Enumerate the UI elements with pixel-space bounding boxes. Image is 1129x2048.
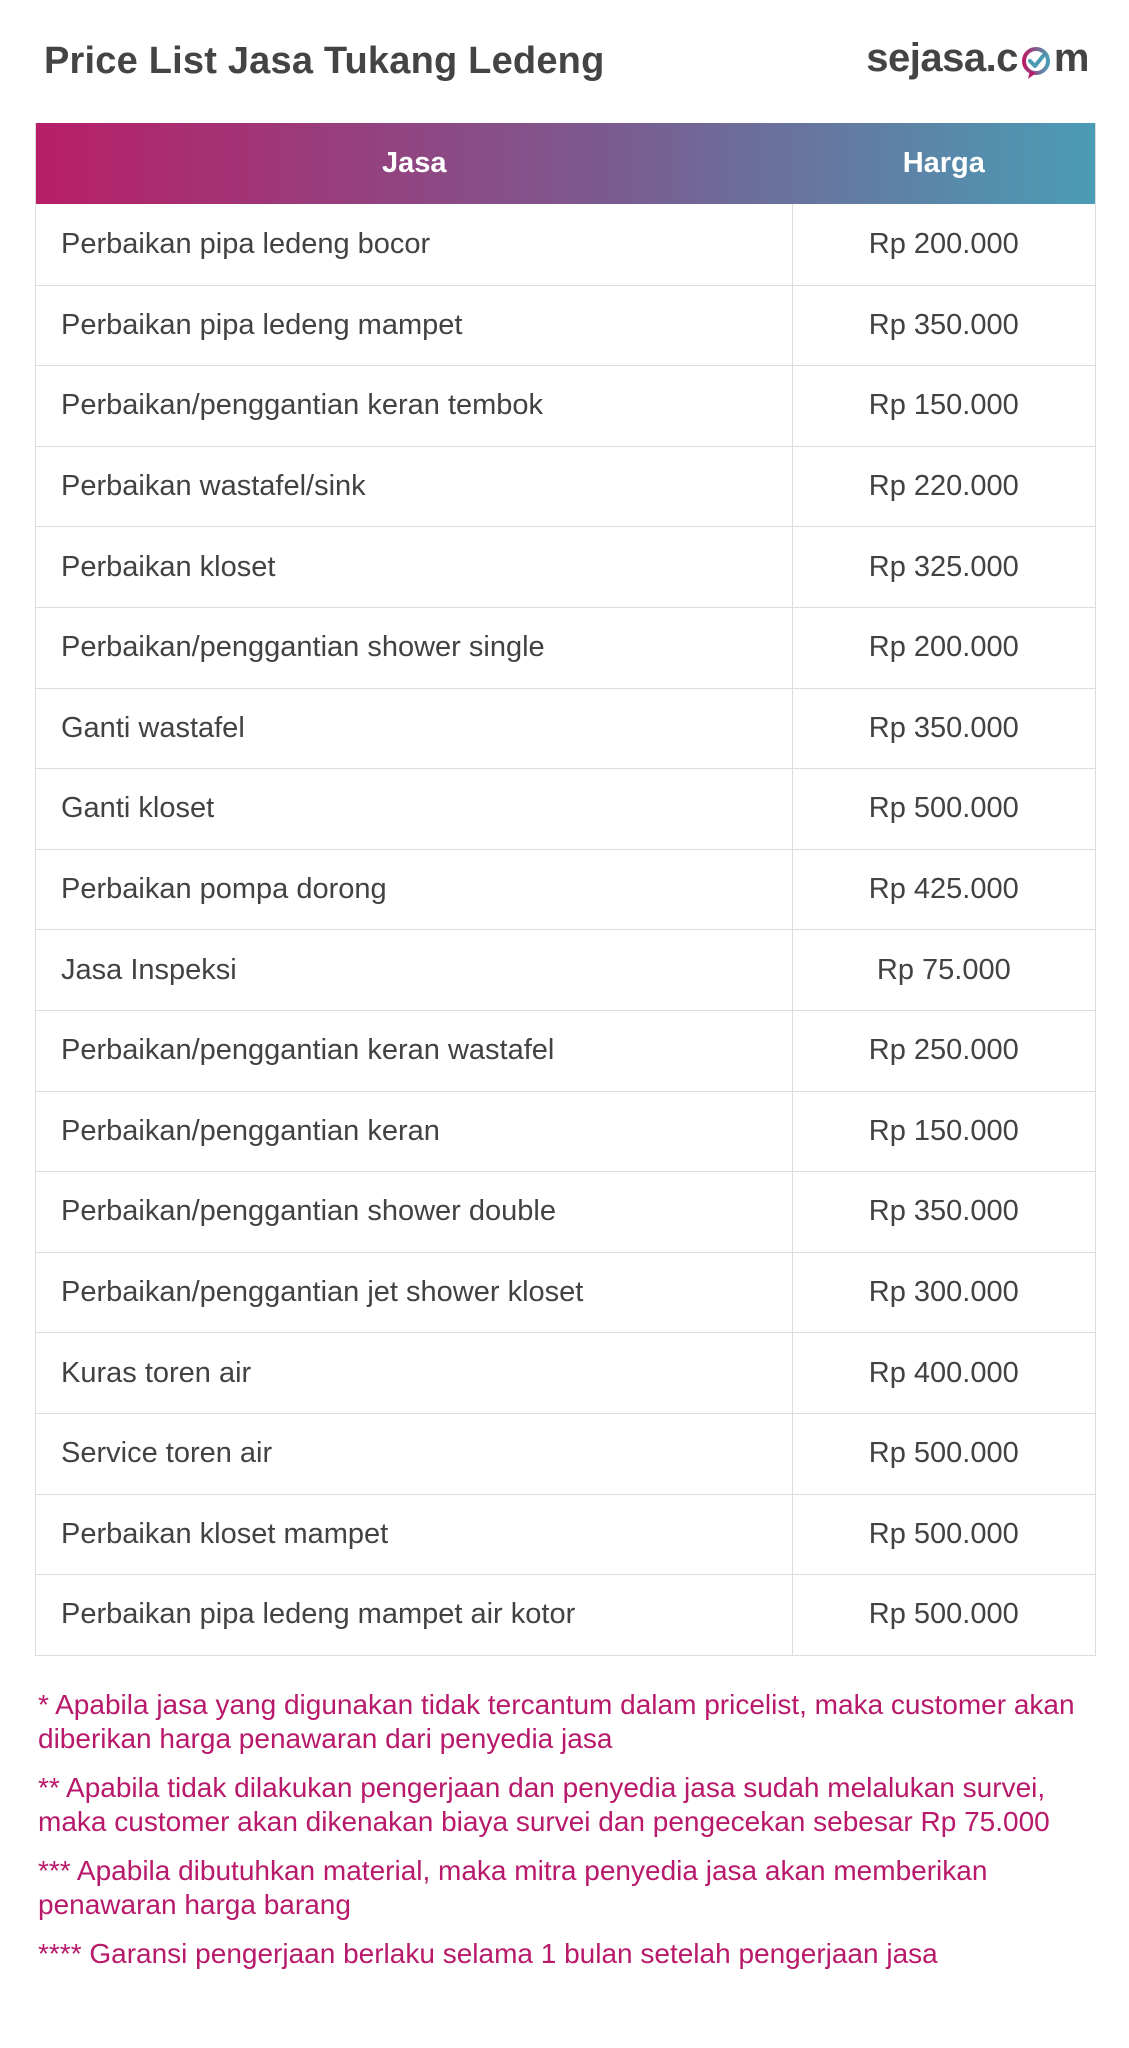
table-row <box>36 526 1095 607</box>
table-row <box>36 849 1095 930</box>
table-row <box>36 285 1095 366</box>
table-row <box>36 688 1095 769</box>
footnote-4: **** Garansi pengerjaan berlaku selama 1 bulan setelah pengerjaan jasa <box>38 1938 938 1969</box>
price-cell: Rp 200.000 <box>868 227 1019 260</box>
service-cell: Perbaikan kloset mampet <box>36 1495 793 1575</box>
footnote-1: * Apabila jasa yang digunakan tidak tercantum dalam pricelist, maka customer akan diberikan harga penawaran dari penyedia jasa <box>38 1689 1075 1754</box>
service-cell: Perbaikan/penggantian shower double <box>36 1172 793 1252</box>
footnote-3: *** Apabila dibutuhkan material, maka mitra penyedia jasa akan memberikan penawaran harga barang <box>38 1855 988 1920</box>
price-cell: Rp 300.000 <box>868 1276 1019 1309</box>
column-header-price: Harga <box>902 147 985 179</box>
service-cell: Perbaikan wastafel/sink <box>36 447 793 527</box>
logo-text-suffix: m <box>1053 36 1089 80</box>
service-cell: Perbaikan kloset <box>36 527 793 607</box>
price-cell: Rp 250.000 <box>868 1034 1019 1067</box>
service-cell: Perbaikan/penggantian keran wastafel <box>36 1011 793 1091</box>
page-title: Price List Jasa Tukang Ledeng <box>44 40 605 82</box>
service-cell: Perbaikan pipa ledeng bocor <box>36 204 793 285</box>
table-row <box>36 365 1095 446</box>
price-cell: Rp 350.000 <box>868 711 1019 744</box>
table-row <box>36 1494 1095 1575</box>
header <box>44 36 1089 96</box>
footnote-2: ** Apabila tidak dilakukan pengerjaan dan penyedia jasa sudah melalukan survei, maka customer akan dikenakan biaya survei dan pengecekan sebesar Rp 75.000 <box>38 1772 1050 1837</box>
service-cell: Service toren air <box>36 1414 793 1494</box>
price-cell: Rp 220.000 <box>868 470 1019 503</box>
service-cell: Ganti wastafel <box>36 689 793 769</box>
service-cell: Perbaikan pipa ledeng mampet <box>36 286 793 366</box>
logo-text-prefix: sejasa.c <box>866 36 1018 80</box>
price-cell: Rp 75.000 <box>876 953 1011 986</box>
sejasa-logo <box>866 36 1089 81</box>
column-header-service: Jasa <box>382 147 447 179</box>
table-row <box>36 204 1095 285</box>
price-cell: Rp 150.000 <box>868 1114 1019 1147</box>
table-row <box>36 929 1095 1010</box>
table-row <box>36 1574 1095 1655</box>
table-header <box>36 123 1095 204</box>
price-cell: Rp 350.000 <box>868 1195 1019 1228</box>
service-cell: Perbaikan/penggantian jet shower kloset <box>36 1253 793 1333</box>
footnotes <box>38 1688 1098 1986</box>
table-row <box>36 1091 1095 1172</box>
price-cell: Rp 400.000 <box>868 1356 1019 1389</box>
table-row <box>36 1010 1095 1091</box>
table-row <box>36 768 1095 849</box>
table-body <box>36 204 1095 1655</box>
service-cell: Kuras toren air <box>36 1333 793 1413</box>
price-table <box>35 123 1096 1656</box>
service-cell: Jasa Inspeksi <box>36 930 793 1010</box>
table-row <box>36 1413 1095 1494</box>
service-cell: Perbaikan pompa dorong <box>36 850 793 930</box>
table-row <box>36 446 1095 527</box>
price-cell: Rp 325.000 <box>868 550 1019 583</box>
service-cell: Perbaikan/penggantian shower single <box>36 608 793 688</box>
service-cell: Ganti kloset <box>36 769 793 849</box>
service-cell: Perbaikan pipa ledeng mampet air kotor <box>36 1575 793 1655</box>
location-pin-check-icon <box>1019 45 1053 79</box>
table-row <box>36 1332 1095 1413</box>
table-row <box>36 1252 1095 1333</box>
service-cell: Perbaikan/penggantian keran <box>36 1092 793 1172</box>
price-cell: Rp 150.000 <box>868 389 1019 422</box>
price-cell: Rp 350.000 <box>868 308 1019 341</box>
price-cell: Rp 500.000 <box>868 792 1019 825</box>
price-cell: Rp 200.000 <box>868 631 1019 664</box>
price-cell: Rp 500.000 <box>868 1517 1019 1550</box>
price-cell: Rp 425.000 <box>868 873 1019 906</box>
price-cell: Rp 500.000 <box>868 1437 1019 1470</box>
table-row <box>36 1171 1095 1252</box>
table-row <box>36 607 1095 688</box>
price-cell: Rp 500.000 <box>868 1598 1019 1631</box>
service-cell: Perbaikan/penggantian keran tembok <box>36 366 793 446</box>
